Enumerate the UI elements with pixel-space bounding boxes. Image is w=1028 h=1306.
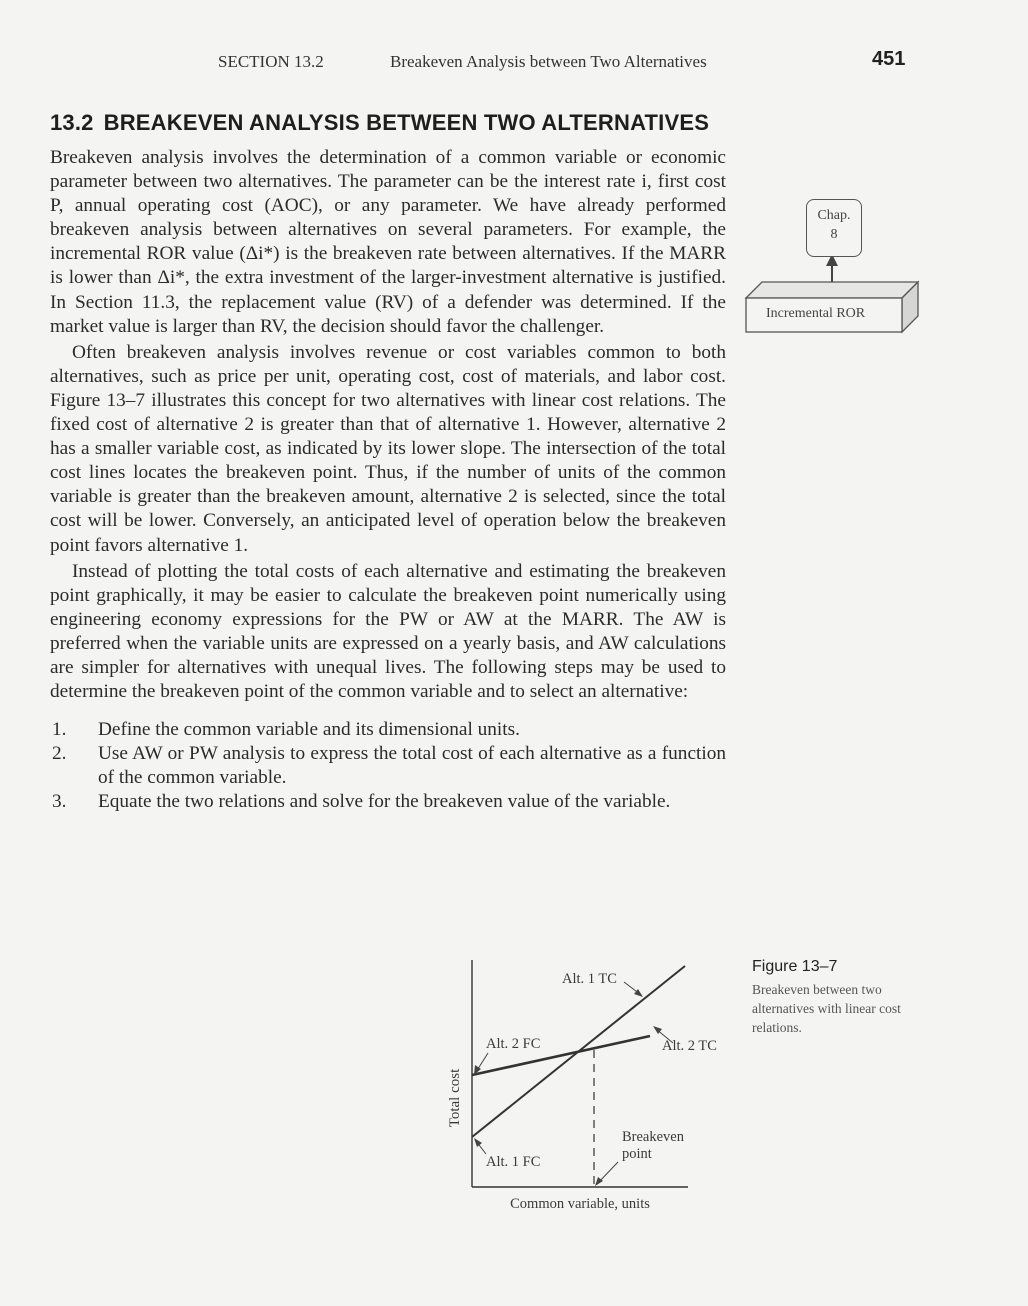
y-axis-label: Total cost xyxy=(447,1068,463,1128)
chap-number: 8 xyxy=(830,227,838,242)
alt2-fc-label: Alt. 2 FC xyxy=(486,1036,541,1052)
chap-label: Chap. xyxy=(817,208,851,223)
alt1-tc-label: Alt. 1 TC xyxy=(562,971,617,987)
running-header-section: SECTION 13.2 xyxy=(218,52,324,71)
body-text xyxy=(50,146,726,815)
section-heading xyxy=(50,110,750,136)
list-item xyxy=(50,718,726,742)
step-text: Use AW or PW analysis to express the total cost of each alternative as a function of the common variable. xyxy=(98,743,726,789)
paragraph: Instead of plotting the total costs of each alternative and estimating the breakeven point graphically, it may be easier to calculate the breakeven point numerically using engineering economy expressions for the PW or AW at the MARR. The AW is preferred when the variable units are expressed on a yearly basis, and AW calculations are simpler for alternatives with unequal lives. The following steps may be used to determine the breakeven point of the common variable and to select an alternative: xyxy=(50,560,726,703)
step-text: Equate the two relations and solve for the breakeven value of the variable. xyxy=(98,791,671,813)
step-number: 3. xyxy=(52,791,67,813)
page-number: 451 xyxy=(872,48,906,70)
figure-caption xyxy=(752,958,922,1037)
figure-caption-text: Breakeven between two alternatives with linear cost relations. xyxy=(752,982,901,1035)
margin-topic-label: Incremental ROR xyxy=(766,306,866,321)
step-number: 2. xyxy=(52,743,67,765)
alt2-tc-label: Alt. 2 TC xyxy=(662,1038,717,1054)
section-title: BREAKEVEN ANALYSIS BETWEEN TWO ALTERNATIVES xyxy=(103,110,710,135)
steps-list xyxy=(50,718,726,814)
section-number: 13.2 xyxy=(50,110,94,135)
breakeven-label-1: Breakeven xyxy=(622,1129,684,1145)
margin-note-graphic xyxy=(740,250,930,340)
list-item xyxy=(50,790,726,814)
step-text: Define the common variable and its dimensional units. xyxy=(98,719,520,741)
step-number: 1. xyxy=(52,719,67,741)
breakeven-figure xyxy=(440,950,740,1220)
arrow-icon xyxy=(474,1138,482,1147)
figure-number: Figure 13–7 xyxy=(752,958,838,975)
x-axis-label: Common variable, units xyxy=(510,1196,650,1212)
alt1-fc-label: Alt. 1 FC xyxy=(486,1154,541,1170)
list-item xyxy=(50,742,726,790)
box-top xyxy=(746,282,918,298)
chapter-reference-box xyxy=(806,199,862,257)
running-header-title: Breakeven Analysis between Two Alternatives xyxy=(390,52,707,71)
breakeven-label-2: point xyxy=(622,1146,652,1162)
paragraph: Breakeven analysis involves the determination of a common variable or economic parameter between two alternatives. The parameter can be the interest rate i, first cost P, annual operating cost (AOC), or any parameter. We have already performed breakeven analysis between alternatives on several parameters. For example, the incremental ROR value (Δi*) is the breakeven rate between alternatives. If the MARR is lower than Δi*, the extra investment of the larger-investment alternative is justified. In Section 11.3, the replacement value (RV) of a defender was determined. If the market value is larger than RV, the decision should favor the challenger. xyxy=(50,147,726,337)
paragraph: Often breakeven analysis involves revenue or cost variables common to both alternatives, such as price per unit, operating cost, cost of materials, and labor cost. Figure 13–7 illustrates this concept for two alternatives with linear cost relations. The fixed cost of alternative 2 is greater than that of alternative 1. However, alternative 2 has a smaller variable cost, as indicated by its lower slope. The intersection of the total cost lines locates the breakeven point. Thus, if the number of units of the common variable is greater than the breakeven amount, alternative 2 is selected, since the total cost will be lower. Conversely, an anticipated level of operation below the breakeven point favors alternative 1. xyxy=(50,341,726,556)
